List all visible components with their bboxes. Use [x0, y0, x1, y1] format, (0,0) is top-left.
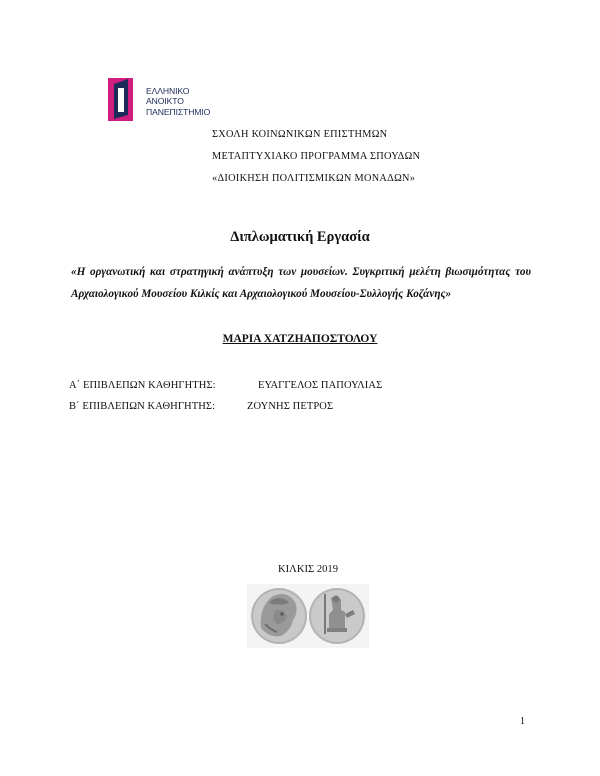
- school-name: ΣΧΟΛΗ ΚΟΙΝΩΝΙΚΩΝ ΕΠΙΣΤΗΜΩΝ: [212, 129, 388, 140]
- supervisor-a: [69, 380, 382, 391]
- place-year: ΚΙΛΚΙΣ 2019: [277, 564, 339, 575]
- coin-reverse-icon: [309, 588, 365, 644]
- program-name: ΜΕΤΑΠΤΥΧΙΑΚΟ ΠΡΟΓΡΑΜΜΑ ΣΠΟΥΔΩΝ: [212, 151, 421, 162]
- document-type-heading: Διπλωματική Εργασία: [230, 229, 370, 245]
- page-number: 1: [520, 716, 525, 727]
- supervisor-a-label: Α΄ ΕΠΙΒΛΕΠΩΝ ΚΑΘΗΓΗΤΗΣ:: [69, 380, 216, 391]
- author-name: ΜΑΡΙΑ ΧΑΤΖΗΑΠΟΣΤΟΛΟΥ: [222, 333, 378, 345]
- supervisor-a-name: ΕΥΑΓΓΕΛΟΣ ΠΑΠΟΥΛΙΑΣ: [258, 380, 383, 391]
- ancient-coins-image: [247, 584, 369, 648]
- university-logo-text: ΕΛΛΗΝΙΚΟ ΑΝΟΙΚΤΟ ΠΑΝΕΠΙΣΤΗΜΙΟ: [146, 86, 211, 117]
- supervisor-b: [69, 401, 333, 412]
- specialization-name: «ΔΙΟΙΚΗΣΗ ΠΟΛΙΤΙΣΜΙΚΩΝ ΜΟΝΑΔΩΝ»: [212, 173, 416, 184]
- coin-obverse-icon: [251, 588, 307, 644]
- supervisor-b-name: ΖΟΥΝΗΣ ΠΕΤΡΟΣ: [247, 401, 334, 412]
- supervisor-b-label: Β΄ ΕΠΙΒΛΕΠΩΝ ΚΑΘΗΓΗΤΗΣ:: [69, 401, 216, 412]
- thesis-title: «Η οργανωτική και στρατηγική ανάπτυξη των μουσείων. Συγκριτική μελέτη βιωσιμότητας του Αρχαιολογικού Μουσείου Κιλκίς και Αρχαιολογικού Μουσείου-Συλλογής Κοζάνης»: [71, 266, 531, 300]
